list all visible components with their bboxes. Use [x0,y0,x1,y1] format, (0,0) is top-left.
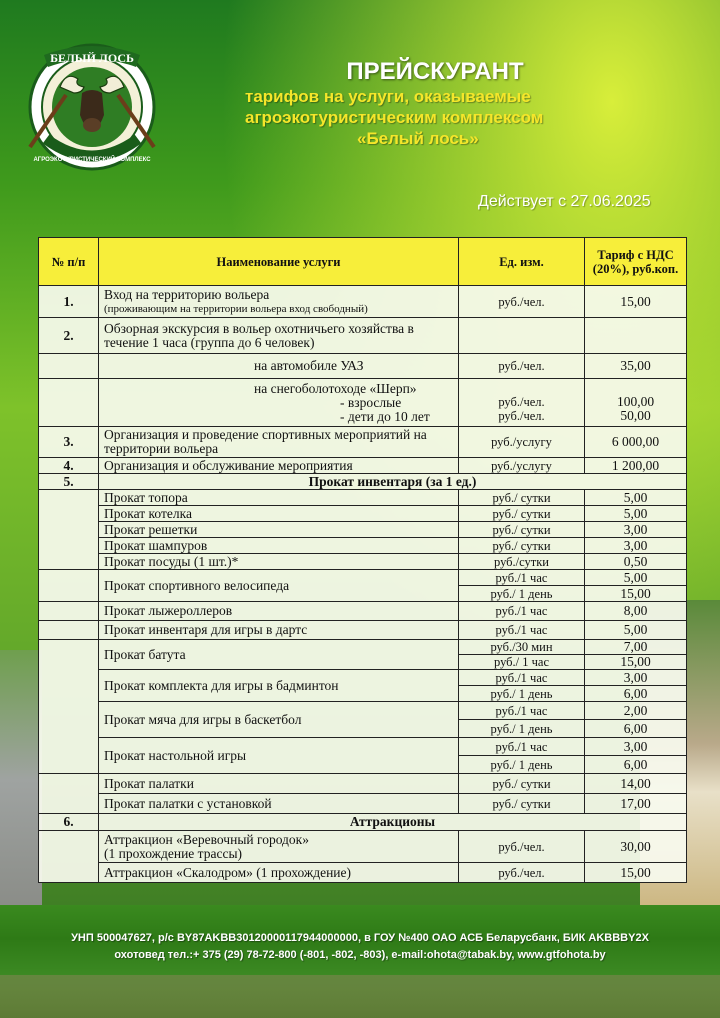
row-unit: руб./1 час [459,702,585,720]
section-num: 5. [39,474,99,490]
footer [0,930,720,964]
row-unit: руб./ 1 день [459,686,585,702]
table-row [39,602,687,621]
table-row [39,522,687,538]
row-price: 5,00 [585,506,687,522]
row-price: 6 000,00 [585,427,687,458]
logo-name: БЕЛЫЙ ЛОСЬ [50,51,134,65]
row-price [585,379,687,427]
row-num [39,570,99,602]
row-unit: руб./1 час [459,670,585,686]
row-name: Прокат мяча для игры в баскетбол [99,702,459,738]
row-name: Обзорная экскурсия в вольер охотничьего хозяйства в течение 1 часа (группа до 6 человек) [99,318,459,354]
section-num: 6. [39,814,99,831]
footer-contacts: охотовед тел.:+ 375 (29) 78-72-800 (-801, -802, -803), e-mail:ohota@tabak.by, www.gtfohota.by [114,949,606,961]
table-row [39,538,687,554]
table-row [39,702,687,720]
row-unit: руб./ 1 день [459,756,585,774]
row-unit: руб./чел. [459,831,585,863]
subtitle-line2: агроэкотуристическим комплексом [245,108,544,127]
row-unit: руб./сутки [459,554,585,570]
row-name: Прокат лыжероллеров [99,602,459,621]
table-row [39,379,687,427]
table-row [39,570,687,586]
row-name: Организация и обслуживание мероприятия [99,458,459,474]
unit-adults: руб./чел. [498,394,545,409]
row-unit: руб./30 мин [459,640,585,655]
row-name [99,831,459,863]
table-row [39,670,687,686]
row-unit: руб./чел. [459,354,585,379]
row-price: 2,00 [585,702,687,720]
price-kids: 50,00 [620,407,651,423]
row-price: 15,00 [585,586,687,602]
row-num [39,602,99,621]
row-num [39,621,99,640]
row-unit: руб./ сутки [459,794,585,814]
row-name: Прокат палатки с установкой [99,794,459,814]
header-price: Тариф с НДС (20%), руб.коп. [585,238,687,286]
row-num [39,774,99,814]
row-name: Прокат инвентаря для игры в дартс [99,621,459,640]
row-price: 15,00 [585,655,687,670]
row-unit: руб./ 1 день [459,586,585,602]
row-price: 7,00 [585,640,687,655]
section-row [39,814,687,831]
subtitle-line1: тарифов на услуги, оказываемые [245,87,531,106]
row-name: Прокат решетки [99,522,459,538]
row-unit: руб./1 час [459,738,585,756]
table-row [39,286,687,318]
row-price: 3,00 [585,670,687,686]
row-unit: руб./ 1 час [459,655,585,670]
table-row [39,458,687,474]
row-unit: руб./ сутки [459,490,585,506]
row-num [39,831,99,883]
row-price: 17,00 [585,794,687,814]
row-price: 3,00 [585,538,687,554]
row-unit [459,318,585,354]
logo-ring-text: АГРОЭКОТУРИСТИЧЕСКИЙ КОМПЛЕКС [33,157,151,163]
row-num: 3. [39,427,99,458]
table-row [39,354,687,379]
row-price: 5,00 [585,570,687,586]
row-price: 3,00 [585,738,687,756]
table-row [39,640,687,655]
row-name: Прокат топора [99,490,459,506]
price-adults: 100,00 [616,393,655,409]
row-unit: руб./услугу [459,458,585,474]
table-row [39,554,687,570]
service-sub-adults: - взрослые [340,394,402,410]
row-name: Прокат палатки [99,774,459,794]
row-name: Прокат комплекта для игры в бадминтон [99,670,459,702]
logo [22,35,162,175]
unit-kids: руб./чел. [498,408,545,423]
row-num: 1. [39,286,99,318]
row-name: Прокат батута [99,640,459,670]
row-price: 5,00 [585,621,687,640]
row-unit: руб./ сутки [459,774,585,794]
table-row [39,506,687,522]
service-note: (проживающим на территории вольера вход свободный) [104,302,368,315]
service-name-2: (1 прохождение трассы) [104,845,243,861]
service-name: Вход на территорию вольера [104,286,270,302]
row-price: 5,00 [585,490,687,506]
service-name: на снегоболотоходе «Шерп» [254,380,417,396]
table-row [39,774,687,794]
row-unit: руб./услугу [459,427,585,458]
table-row [39,863,687,883]
row-unit: руб./ 1 день [459,720,585,738]
section-row [39,474,687,490]
row-price: 8,00 [585,602,687,621]
header-unit: Ед. изм. [459,238,585,286]
row-price: 14,00 [585,774,687,794]
row-price: 30,00 [585,831,687,863]
row-price: 35,00 [585,354,687,379]
bottom-ground [0,975,720,1018]
price-table [38,237,687,883]
row-price: 6,00 [585,756,687,774]
row-unit: руб./ сутки [459,506,585,522]
table-row [39,794,687,814]
table-row [39,621,687,640]
row-unit: руб./чел. [459,863,585,883]
row-price [585,318,687,354]
footer-bank-details: УНП 500047627, р/с BY87AKBB30120000117944000000, в ГОУ №400 ОАО АСБ Беларусбанк, БИК AKBBBY2X [71,932,649,944]
effective-date: Действует с 27.06.2025 [478,193,651,210]
row-unit: руб./1 час [459,570,585,586]
row-unit [459,379,585,427]
page-title: ПРЕЙСКУРАНТ [346,58,524,85]
row-unit: руб./ сутки [459,538,585,554]
row-num [39,490,99,570]
subtitle-line3: «Белый лось» [357,129,479,148]
header-name: Наименование услуги [99,238,459,286]
row-name: Организация и проведение спортивных мероприятий на территории вольера [99,427,459,458]
section-title: Прокат инвентаря (за 1 ед.) [99,474,687,490]
row-price: 15,00 [585,863,687,883]
row-price: 3,00 [585,522,687,538]
table-row [39,318,687,354]
row-price: 6,00 [585,686,687,702]
row-name: Прокат посуды (1 шт.)* [99,554,459,570]
row-price: 1 200,00 [585,458,687,474]
row-name: Прокат шампуров [99,538,459,554]
table-row [39,831,687,863]
row-num [39,354,99,379]
row-name: Прокат настольной игры [99,738,459,774]
row-price: 0,50 [585,554,687,570]
row-name: Прокат спортивного велосипеда [99,570,459,602]
row-price: 6,00 [585,720,687,738]
row-unit: руб./1 час [459,602,585,621]
header-num: № п/п [39,238,99,286]
row-unit: руб./ сутки [459,522,585,538]
row-num [39,640,99,774]
row-name: Прокат котелка [99,506,459,522]
row-unit: руб./1 час [459,621,585,640]
section-title: Аттракционы [99,814,687,831]
row-name: на автомобиле УАЗ [99,354,459,379]
table-row [39,490,687,506]
background-house [0,650,42,910]
row-unit: руб./чел. [459,286,585,318]
row-num: 2. [39,318,99,354]
row-num [39,379,99,427]
row-price: 15,00 [585,286,687,318]
row-name [99,379,459,427]
row-name: Аттракцион «Скалодром» (1 прохождение) [99,863,459,883]
title-block [245,58,665,149]
row-name [99,286,459,318]
row-num: 4. [39,458,99,474]
table-row [39,427,687,458]
service-name: Аттракцион «Веревочный городок» [104,831,309,847]
service-sub-kids: - дети до 10 лет [340,408,430,424]
table-row [39,738,687,756]
moose-emblem-icon [22,35,162,175]
table-header-row [39,238,687,286]
